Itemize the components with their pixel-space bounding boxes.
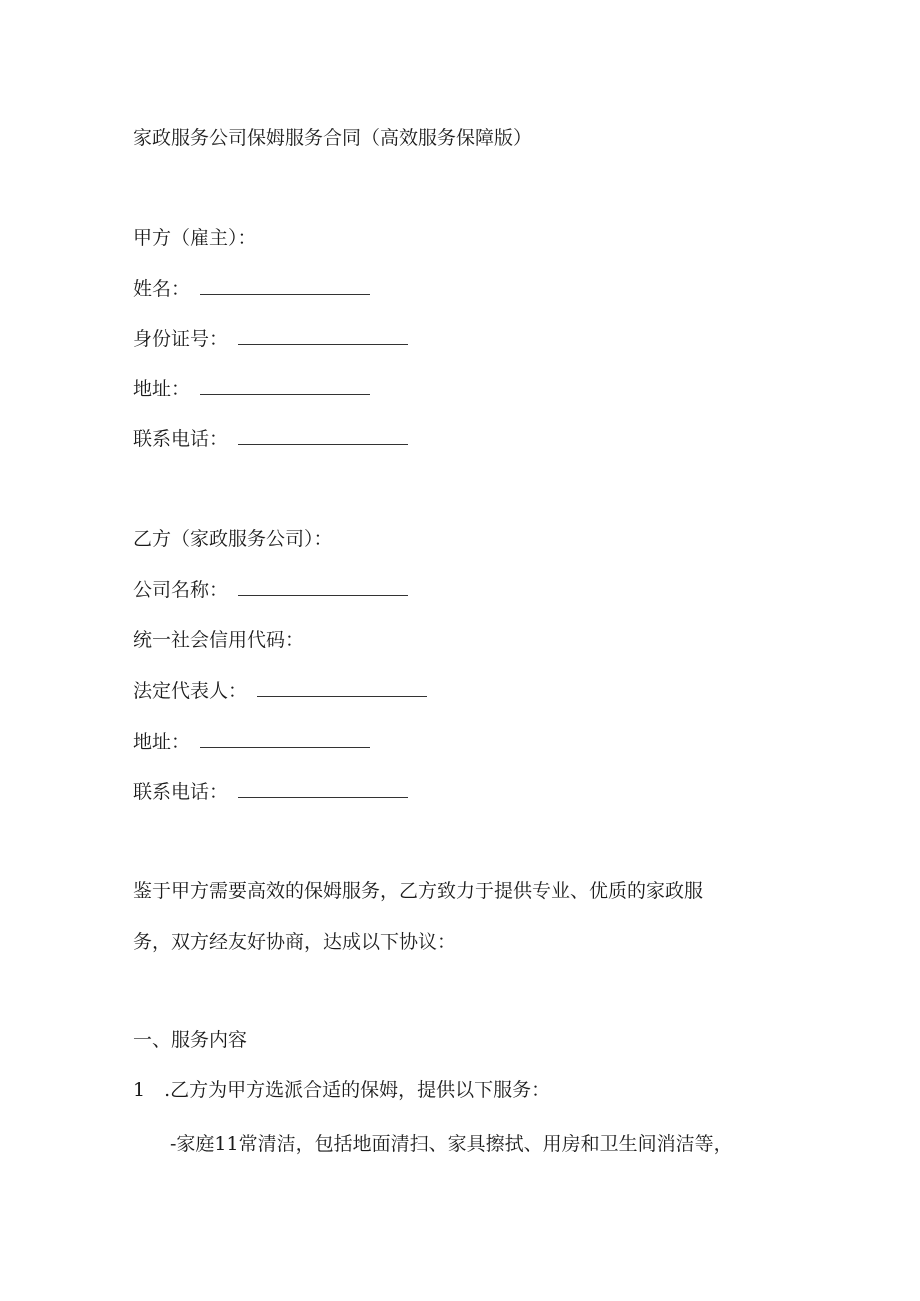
section-1-heading: 一、服务内容 xyxy=(133,1029,248,1051)
party-a-name-label: 姓名： xyxy=(133,278,191,300)
party-b-credit-code: 统一社会信用代码： xyxy=(133,629,305,651)
party-b-company-blank xyxy=(238,581,408,596)
party-b-phone-blank xyxy=(238,783,408,798)
party-b-address-blank xyxy=(200,733,370,748)
party-b-phone-row xyxy=(133,780,408,804)
party-a-phone-label: 联系电话： xyxy=(133,428,229,450)
party-a-name-row xyxy=(133,277,370,301)
party-a-phone-row xyxy=(133,427,408,451)
party-b-legal-rep-label: 法定代表人： xyxy=(133,680,248,702)
party-b-legal-rep-blank xyxy=(257,682,427,697)
party-a-heading: 甲方（雇主）： xyxy=(133,227,257,249)
party-a-phone-blank xyxy=(238,430,408,445)
party-a-address-blank xyxy=(200,380,370,395)
section-1-subitem-1: -家庭11常清洁，包括地面清扫、家具擦拭、用房和卫生间消洁等， xyxy=(170,1133,733,1155)
party-a-address-label: 地址： xyxy=(133,378,191,400)
party-b-phone-label: 联系电话： xyxy=(133,781,229,803)
party-a-id-label: 身份证号： xyxy=(133,328,229,350)
party-a-id-blank xyxy=(238,330,408,345)
party-b-company-row xyxy=(133,578,408,602)
party-b-company-label: 公司名称： xyxy=(133,579,229,601)
party-a-id-row xyxy=(133,327,408,351)
party-a-address-row xyxy=(133,377,370,401)
section-1-item-1: 1 .乙方为甲方选派合适的保姆，提供以下服务： xyxy=(133,1079,551,1101)
party-b-legal-rep-row xyxy=(133,679,427,703)
preamble-line-1: 鉴于甲方需要高效的保姆服务，乙方致力于提供专业、优质的家政服 xyxy=(133,880,704,902)
document-title: 家政服务公司保姆服务合同（高效服务保障版） xyxy=(133,127,533,149)
party-b-heading: 乙方（家政服务公司）： xyxy=(133,528,333,550)
party-b-address-row xyxy=(133,730,370,754)
party-a-name-blank xyxy=(200,280,370,295)
party-b-address-label: 地址： xyxy=(133,731,191,753)
preamble-line-2: 务，双方经友好协商，达成以下协议： xyxy=(133,931,457,953)
